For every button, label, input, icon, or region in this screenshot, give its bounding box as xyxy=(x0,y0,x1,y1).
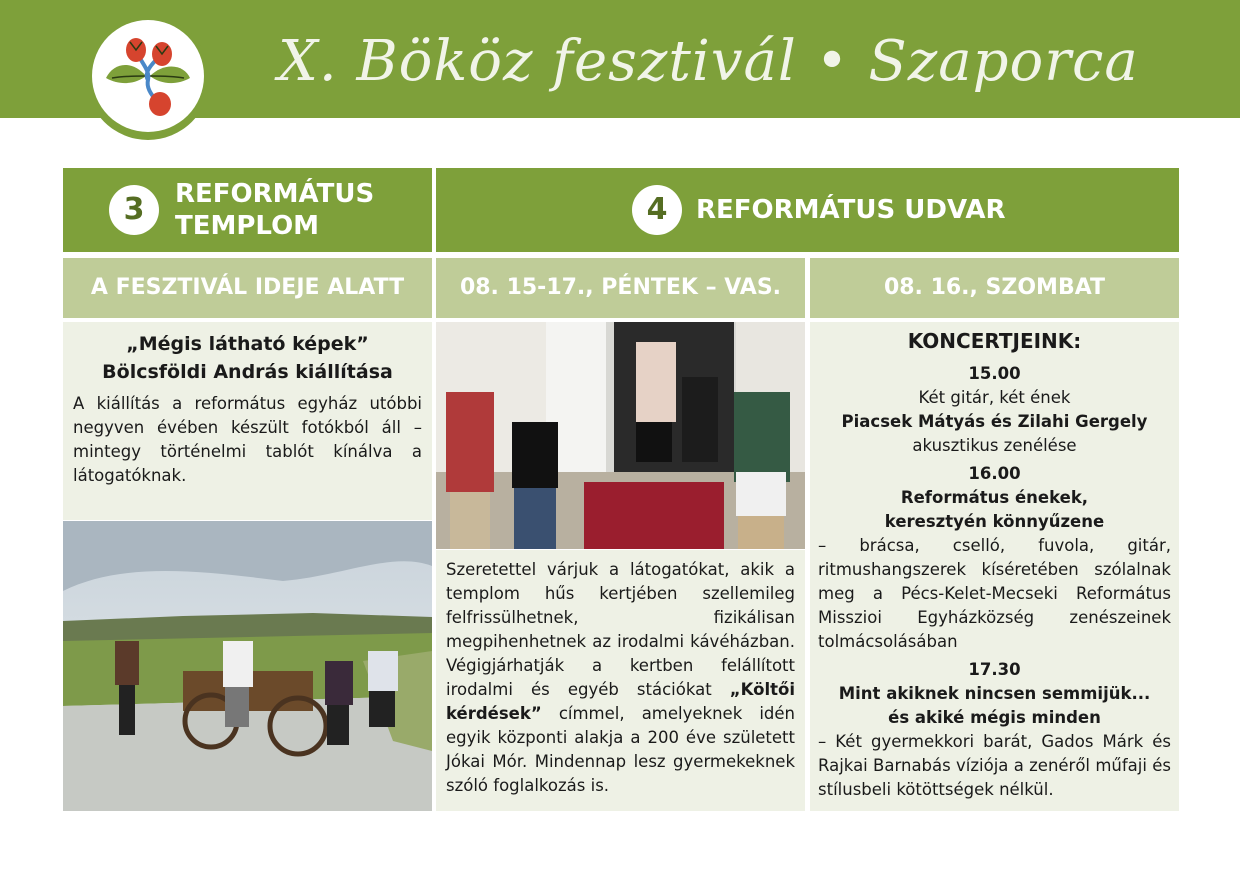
section-3-header xyxy=(63,168,432,252)
concert-title: keresztyén könnyűzene xyxy=(884,512,1105,531)
concert-pre: Két gitár, két ének xyxy=(918,388,1071,407)
poetic-questions-label: „Költői kérdések” xyxy=(446,680,795,723)
concerts-heading: KONCERTJEINK: xyxy=(907,329,1082,353)
section-3-number: 3 xyxy=(109,185,159,235)
section-4-header xyxy=(436,168,1179,252)
section-3-title: REFORMÁTUS TEMPLOM xyxy=(175,179,375,241)
concert-desc: akusztikus zenélése xyxy=(912,436,1077,455)
concert-title: Mint akiknek nincsen semmijük... xyxy=(838,684,1151,703)
concert-title: és akiké mégis minden xyxy=(888,708,1101,727)
concert-desc: – Két gyermekkori barát, Gados Márk és Rajkai Barnabás víziója a zenéről műfaji és stílusbeli kötöttségek nélkül. xyxy=(818,732,1171,799)
section-4-number: 4 xyxy=(632,185,682,235)
page-title: X. Bököz fesztivál • Szaporca xyxy=(278,29,1139,94)
courtyard-photo xyxy=(436,322,805,549)
flower-logo-icon xyxy=(92,20,204,132)
concerts-panel xyxy=(810,322,1179,811)
concert-time: 16.00 xyxy=(968,464,1021,483)
subheader-dates: 08. 15-17., PÉNTEK – VAS. xyxy=(436,258,805,318)
section-4-title: REFORMÁTUS UDVAR xyxy=(696,195,1006,225)
subheader-saturday: 08. 16., SZOMBAT xyxy=(810,258,1179,318)
exhibition-description: A kiállítás a református egyház utóbbi negyven évében készült fotókból áll – mintegy történelmi tablót kínálva a látogatóknak. xyxy=(73,394,422,485)
concert-time: 15.00 xyxy=(968,364,1021,383)
courtyard-panel xyxy=(436,550,805,811)
exhibition-title-2: Bölcsföldi András kiállítása xyxy=(102,361,393,383)
exhibition-panel xyxy=(63,322,432,520)
exhibition-title-1: „Mégis látható képek” xyxy=(126,333,369,355)
concert-title: Piacsek Mátyás és Zilahi Gergely xyxy=(841,412,1148,431)
cart-photo xyxy=(63,521,432,811)
subheader-festival: A FESZTIVÁL IDEJE ALATT xyxy=(63,258,432,318)
courtyard-description: Szeretettel várjuk a látogatókat, akik a templom hűs kertjében szellemileg felfrissülhetnek, fizikálisan megpihenhetnek az irodalmi kávéházban. Végigjárhatják a kertben felállított irodalmi és egyéb stációkat „Költői kérdések” címmel, amelyeknek idén egyik központi alakja a 200 éve született Jókai Mór. Mindennap lesz gyermekeknek szóló foglalkozás is. xyxy=(446,560,796,795)
concert-time: 17.30 xyxy=(968,660,1021,679)
concert-title: Református énekek, xyxy=(900,488,1089,507)
concert-desc: – brácsa, cselló, fuvola, gitár, ritmushangszerek kíséretében szólalnak meg a Pécs-Kelet-Mecseki Református Misszioi Egyházközség zenészeinek tolmácsolásában xyxy=(818,536,1171,651)
